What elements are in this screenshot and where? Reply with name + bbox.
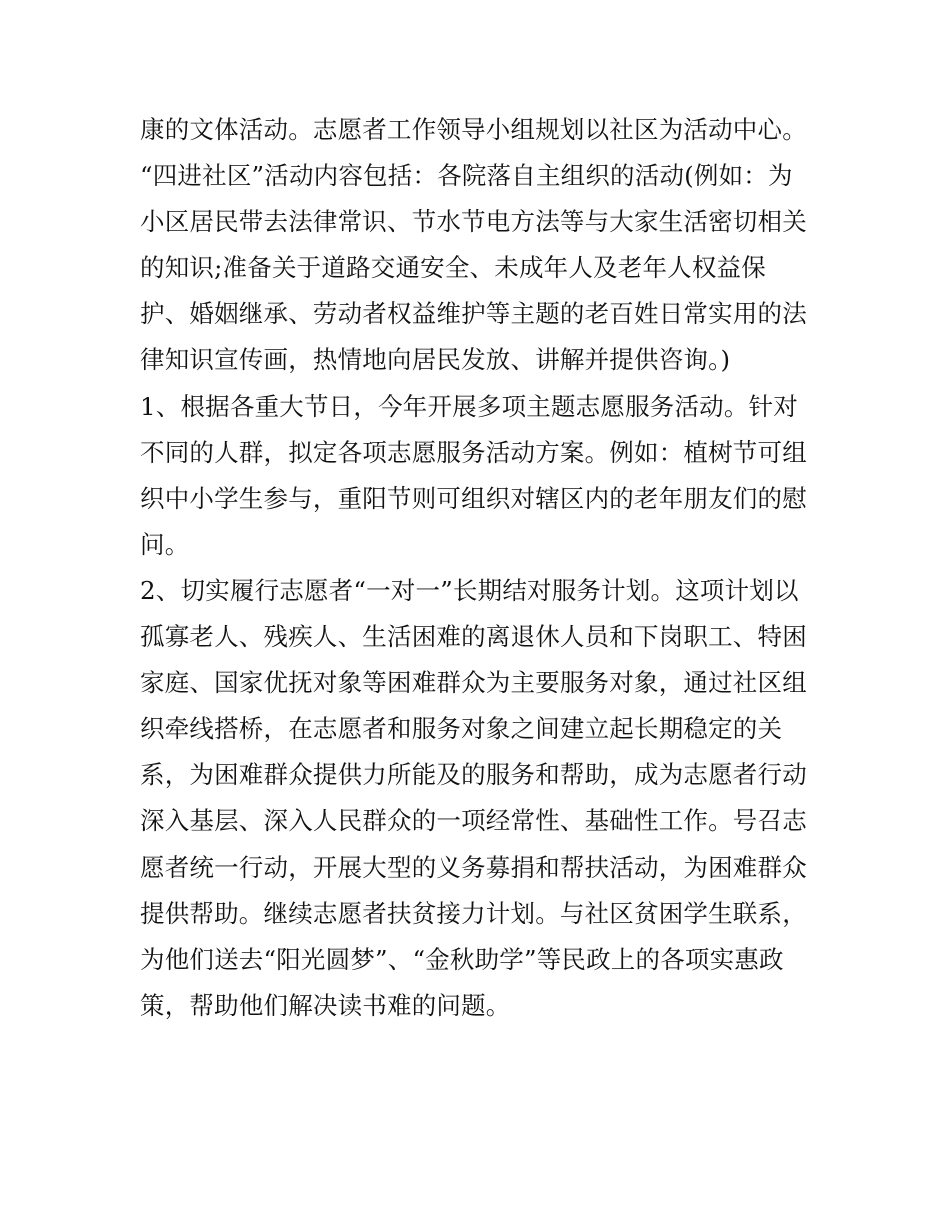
text-line: 愿者统一行动，开展大型的义务募捐和帮扶活动，为困难群众	[140, 852, 807, 882]
body-text	[140, 107, 820, 1029]
text-line: 的知识;准备关于道路交通安全、未成年人及老年人权益保	[140, 253, 766, 283]
text-line: 提供帮助。继续志愿者扶贫接力计划。与社区贫困学生联系，	[140, 898, 807, 928]
text-line: 策，帮助他们解决读书难的问题。	[140, 990, 511, 1020]
text-line: 家庭、国家优抚对象等困难群众为主要服务对象，通过社区组	[140, 668, 807, 698]
text-line: 深入基层、深入人民群众的一项经常性、基础性工作。号召志	[140, 806, 807, 836]
text-line: 小区居民带去法律常识、节水节电方法等与大家生活密切相关	[140, 207, 807, 237]
text-line: 康的文体活动。志愿者工作领导小组规划以社区为活动中心。	[140, 115, 807, 144]
text-line: 2、切实履行志愿者“一对一”长期结对服务计划。这项计划以	[140, 575, 799, 605]
text-line: 律知识宣传画，热情地向居民发放、讲解并提供咨询。)	[140, 345, 731, 375]
text-line: 1、根据各重大节日，今年开展多项主题志愿服务活动。针对	[140, 391, 798, 421]
text-line: 织中小学生参与，重阳节则可组织对辖区内的老年朋友们的慰	[140, 483, 807, 513]
text-line: “四进社区”活动内容包括：各院落自主组织的活动(例如：为	[140, 161, 793, 191]
text-line: 孤寡老人、残疾人、生活困难的离退休人员和下岗职工、特困	[140, 622, 807, 652]
text-line: 系，为困难群众提供力所能及的服务和帮助，成为志愿者行动	[140, 760, 807, 790]
text-line: 护、婚姻继承、劳动者权益维护等主题的老百姓日常实用的法	[140, 299, 807, 329]
text-line: 为他们送去“阳光圆梦”、“金秋助学”等民政上的各项实惠政	[140, 944, 784, 974]
text-line: 问。	[140, 529, 190, 559]
text-line: 织牵线搭桥，在志愿者和服务对象之间建立起长期稳定的关	[140, 714, 783, 744]
text-line: 不同的人群，拟定各项志愿服务活动方案。例如：植树节可组	[140, 437, 807, 467]
